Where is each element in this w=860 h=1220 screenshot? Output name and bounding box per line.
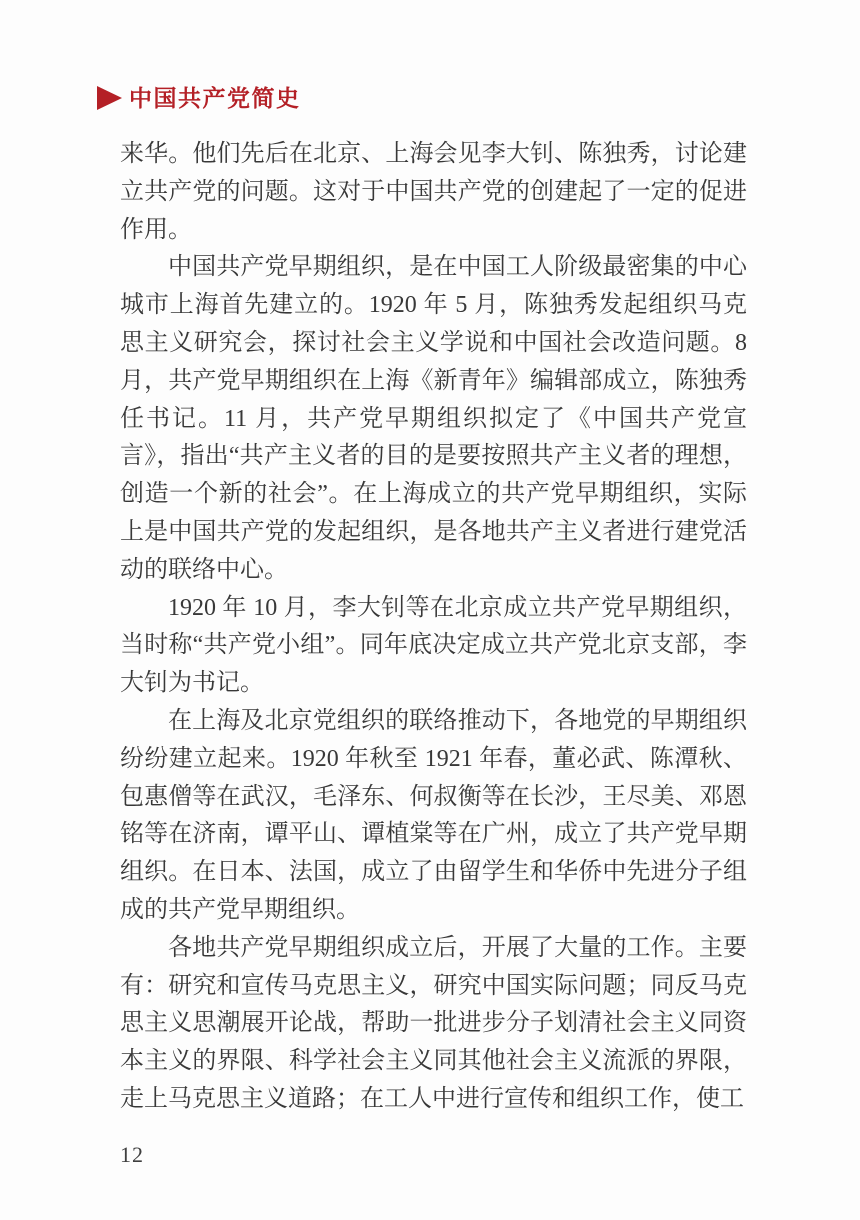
paragraph: 在上海及北京党组织的联络推动下，各地党的早期组织纷纷建立起来。1920 年秋至 1921 年春，董必武、陈潭秋、包惠僧等在武汉，毛泽东、何叔衡等在长沙，王尽美、邓恩铭等在济南，谭平山、谭植棠等在广州，成立了共产党早期组织。在日本、法国，成立了由留学生和华侨中先进分子组成的共产党早期组织。: [120, 707, 747, 923]
paragraph-continuation: 来华。他们先后在北京、上海会见李大钊、陈独秀，讨论建立共产党的问题。这对于中国共产党的创建起了一定的促进作用。: [120, 141, 747, 243]
paragraph: 中国共产党早期组织，是在中国工人阶级最密集的中心城市上海首先建立的。1920 年 5 月，陈独秀发起组织马克思主义研究会，探讨社会主义学说和中国社会改造问题。8 月，共产党早期组织在上海《新青年》编辑部成立，陈独秀任书记。11 月，共产党早期组织拟定了《中国共产党宣言》，指出“共产主义者的目的是要按照共产主义者的理想，创造一个新的社会”。在上海成立的共产党早期组织，实际上是中国共产党的发起组织，是各地共产主义者进行建党活动的联络中心。: [120, 254, 747, 583]
paragraph: 1920 年 10 月，李大钊等在北京成立共产党早期组织，当时称“共产党小组”。同年底决定成立共产党北京支部，李大钊为书记。: [120, 594, 747, 697]
page-number: 12: [120, 1142, 144, 1167]
paragraph: 各地共产党早期组织成立后，开展了大量的工作。主要有：研究和宣传马克思主义，研究中国实际问题；同反马克思主义思潮展开论战，帮助一批进步分子划清社会主义同资本主义的界限、科学社会主义同其他社会主义流派的界限，走上马克思主义道路；在工人中进行宣传和组织工作，使工: [120, 934, 747, 1112]
right-triangle-icon: [97, 86, 122, 110]
running-header: [97, 85, 301, 111]
book-title: 中国共产党简史: [129, 85, 301, 111]
page-body: [120, 136, 747, 1119]
